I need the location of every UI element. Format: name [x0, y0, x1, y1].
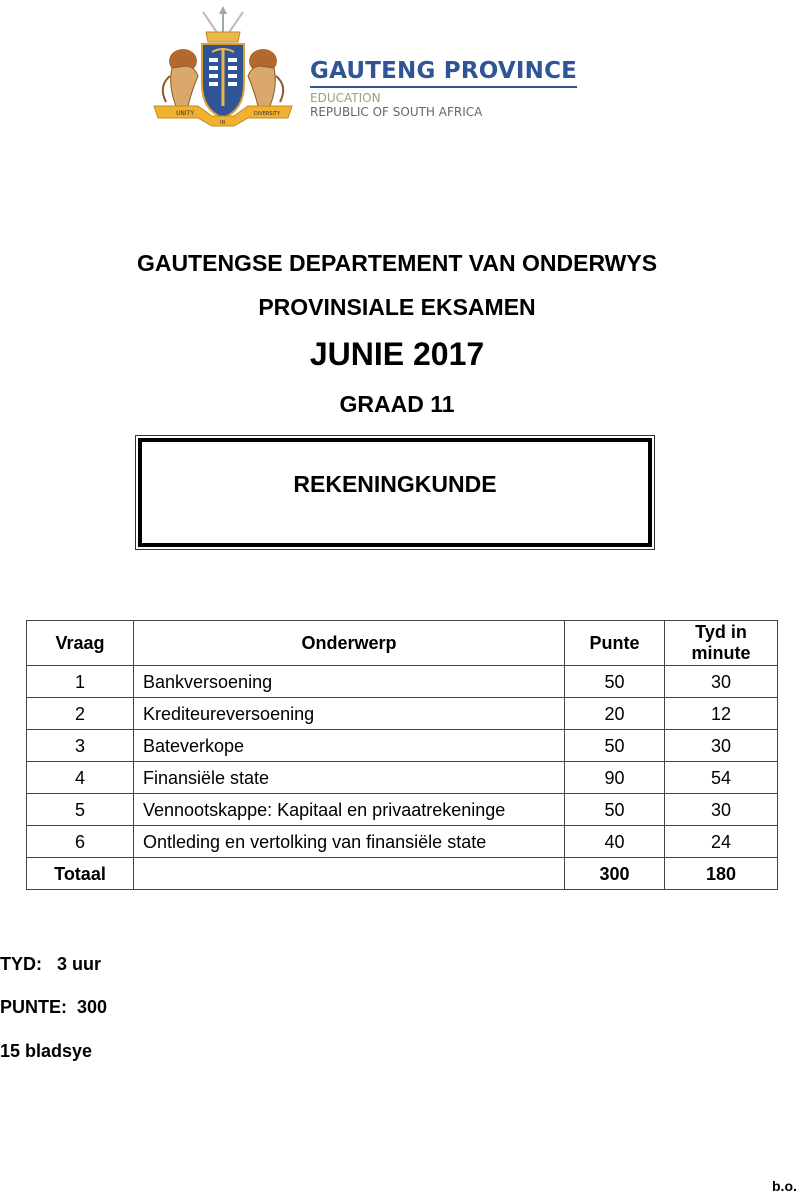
- cell-tyd: 12: [665, 698, 778, 730]
- subject-title: REKENINGKUNDE: [293, 471, 497, 497]
- cell-onderwerp: Ontleding en vertolking van finansiële state: [134, 826, 565, 858]
- header-vraag: Vraag: [27, 621, 134, 666]
- logo-title: GAUTENG PROVINCE: [310, 58, 577, 88]
- logo-republic: REPUBLIC OF SOUTH AFRICA: [310, 105, 483, 119]
- cell-punte: 50: [565, 666, 665, 698]
- svg-text:UNITY: UNITY: [176, 110, 194, 117]
- cell-onderwerp: Bankversoening: [134, 666, 565, 698]
- cell-tyd: 30: [665, 794, 778, 826]
- svg-text:IN: IN: [220, 120, 226, 126]
- cell-tyd: 30: [665, 730, 778, 762]
- header-onderwerp: Onderwerp: [134, 621, 565, 666]
- table-row: [27, 730, 778, 762]
- grade-heading: GRAAD 11: [339, 391, 455, 417]
- gauteng-education-logo: [130, 0, 590, 150]
- subject-box-inner: [138, 438, 652, 547]
- table-row: [27, 794, 778, 826]
- svg-text:DIVERSITY: DIVERSITY: [254, 111, 281, 117]
- cell-punte: 90: [565, 762, 665, 794]
- logo-text-block: [310, 58, 577, 119]
- coat-of-arms-icon: [148, 6, 298, 128]
- cell-punte: 50: [565, 794, 665, 826]
- total-punte: 300: [565, 858, 665, 890]
- cell-vraag: 5: [27, 794, 134, 826]
- question-table: [26, 620, 778, 890]
- total-onderwerp: [134, 858, 565, 890]
- header-punte: Punte: [565, 621, 665, 666]
- cell-vraag: 4: [27, 762, 134, 794]
- page-count: 15 bladsye: [0, 1041, 93, 1061]
- cell-vraag: 1: [27, 666, 134, 698]
- please-turn-over: b.o.: [772, 1178, 797, 1194]
- table-row: [27, 762, 778, 794]
- cell-onderwerp: Vennootskappe: Kapitaal en privaatrekeninge: [134, 794, 565, 826]
- cell-vraag: 6: [27, 826, 134, 858]
- total-tyd: 180: [665, 858, 778, 890]
- table-row: [27, 698, 778, 730]
- cell-tyd: 30: [665, 666, 778, 698]
- cell-vraag: 2: [27, 698, 134, 730]
- logo-education: EDUCATION: [310, 91, 381, 105]
- table-total-row: [27, 858, 778, 890]
- exam-time: TYD: 3 uur: [0, 954, 102, 974]
- cell-tyd: 54: [665, 762, 778, 794]
- header-tyd: Tyd in minute: [665, 621, 778, 666]
- cell-onderwerp: Bateverkope: [134, 730, 565, 762]
- cell-punte: 40: [565, 826, 665, 858]
- total-label: Totaal: [27, 858, 134, 890]
- exam-heading: PROVINSIALE EKSAMEN: [258, 294, 536, 320]
- cell-vraag: 3: [27, 730, 134, 762]
- subject-box: [135, 435, 655, 550]
- exam-marks: PUNTE: 300: [0, 997, 108, 1017]
- table-header-row: [27, 621, 778, 666]
- cell-onderwerp: Finansiële state: [134, 762, 565, 794]
- department-heading: GAUTENGSE DEPARTEMENT VAN ONDERWYS: [136, 250, 658, 276]
- cell-tyd: 24: [665, 826, 778, 858]
- table-row: [27, 826, 778, 858]
- cell-onderwerp: Krediteureversoening: [134, 698, 565, 730]
- cell-punte: 20: [565, 698, 665, 730]
- cell-punte: 50: [565, 730, 665, 762]
- table-row: [27, 666, 778, 698]
- exam-date-heading: JUNIE 2017: [309, 336, 485, 372]
